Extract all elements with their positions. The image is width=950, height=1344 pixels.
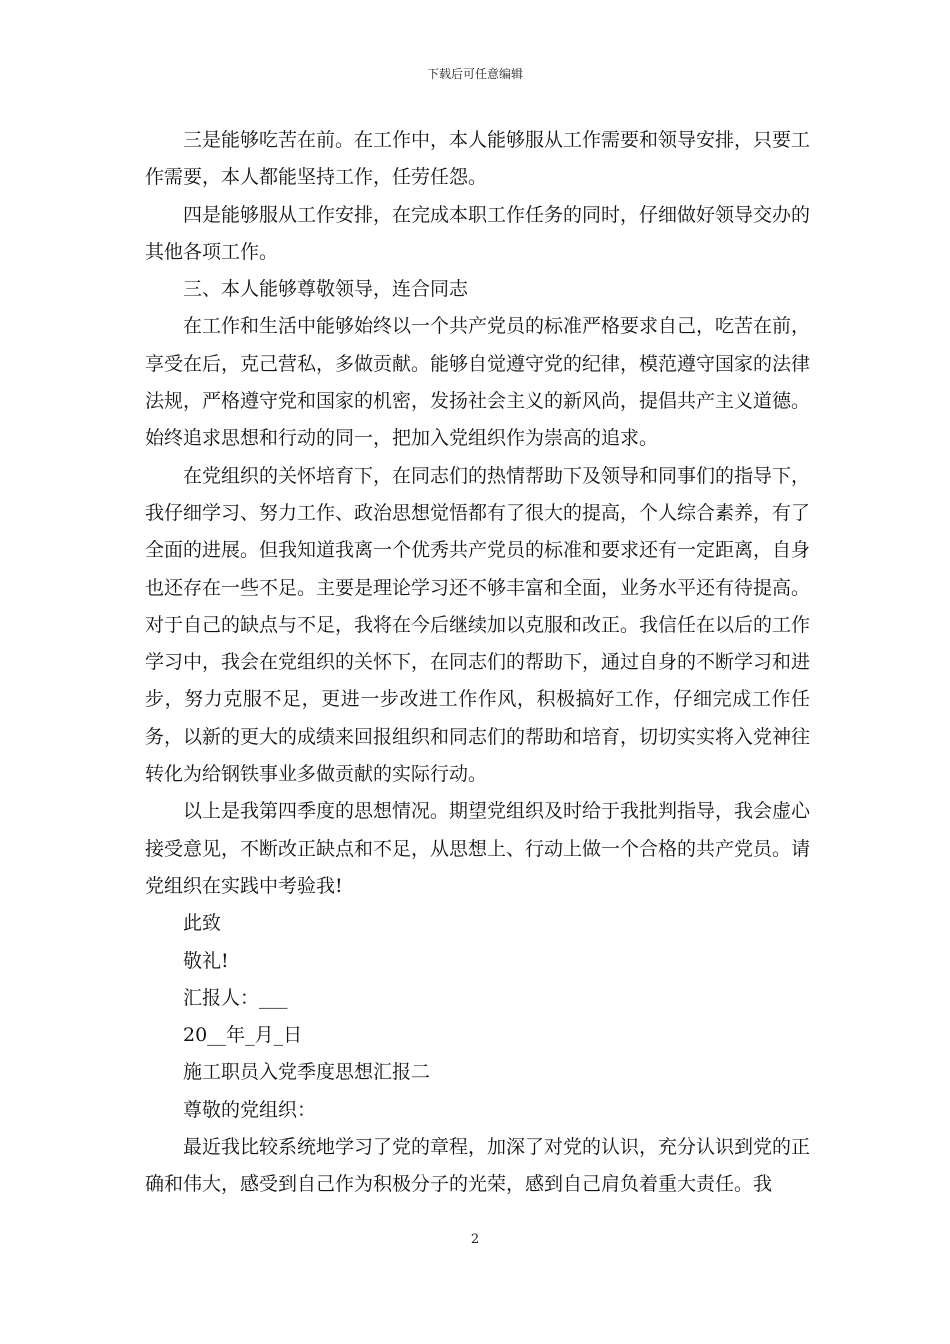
- second-report-opening: 最近我比较系统地学习了党的章程，加深了对党的认识，充分认识到党的正确和伟大，感受到自己作为积极分子的光荣，感到自己肩负着重大责任。我: [145, 1136, 811, 1196]
- paragraph-point-four: 四是能够服从工作安排，在完成本职工作任务的同时，仔细做好领导交办的其他各项工作。: [145, 203, 811, 263]
- paragraph-point-three: 三是能够吃苦在前。在工作中，本人能够服从工作需要和领导安排，只要工作需要，本人都能坚持工作，任劳任怨。: [145, 129, 811, 189]
- closing-regards: 敬礼!: [183, 949, 229, 972]
- document-body: [145, 122, 810, 1204]
- date-line: 20__年_月_日: [183, 1024, 303, 1047]
- page-header: 下载后可任意编辑: [426, 67, 523, 81]
- paragraph-party-standard: 在工作和生活中能够始终以一个共产党员的标准严格要求自己，吃苦在前，享受在后，克己营私，多做贡献。能够自觉遵守党的纪律，模范遵守国家的法律法规，严格遵守党和国家的机密，发扬社会主义的新风尚，提倡共产主义道德。始终追求思想和行动的同一，把加入党组织作为崇高的追求。: [145, 315, 811, 450]
- closing-salutation: 此致: [183, 912, 222, 935]
- paragraph-summary: 以上是我第四季度的思想情况。期望党组织及时给于我批判指导，我会虚心接受意见，不断改正缺点和不足，从思想上、行动上做一个合格的共产党员。请党组织在实践中考验我!: [145, 800, 811, 897]
- reporter-line: 汇报人：___: [183, 986, 288, 1009]
- paragraph-progress: 在党组织的关怀培育下，在同志们的热情帮助下及领导和同事们的指导下，我仔细学习、努力工作、政治思想觉悟都有了很大的提高，个人综合素养，有了全面的进展。但我知道我离一个优秀共产党员的标准和要求还有一定距离，自身也还存在一些不足。主要是理论学习还不够丰富和全面，业务水平还有待提高。对于自己的缺点与不足，我将在今后继续加以克服和改正。我信任在以后的工作学习中，我会在党组织的关怀下，在同志们的帮助下，通过自身的不断学习和进步，努力克服不足，更进一步改进工作作风，积极搞好工作，仔细完成工作任务，以新的更大的成绩来回报组织和同志们的帮助和培育，切切实实将入党神往转化为给钢铁事业多做贡献的实际行动。: [145, 464, 811, 786]
- section-heading-three: 三、本人能够尊敬领导，连合同志: [183, 278, 469, 301]
- second-report-greeting: 尊敬的党组织：: [183, 1098, 317, 1121]
- page-number: 2: [470, 1232, 480, 1247]
- second-report-title: 施工职员入党季度思想汇报二: [183, 1061, 431, 1084]
